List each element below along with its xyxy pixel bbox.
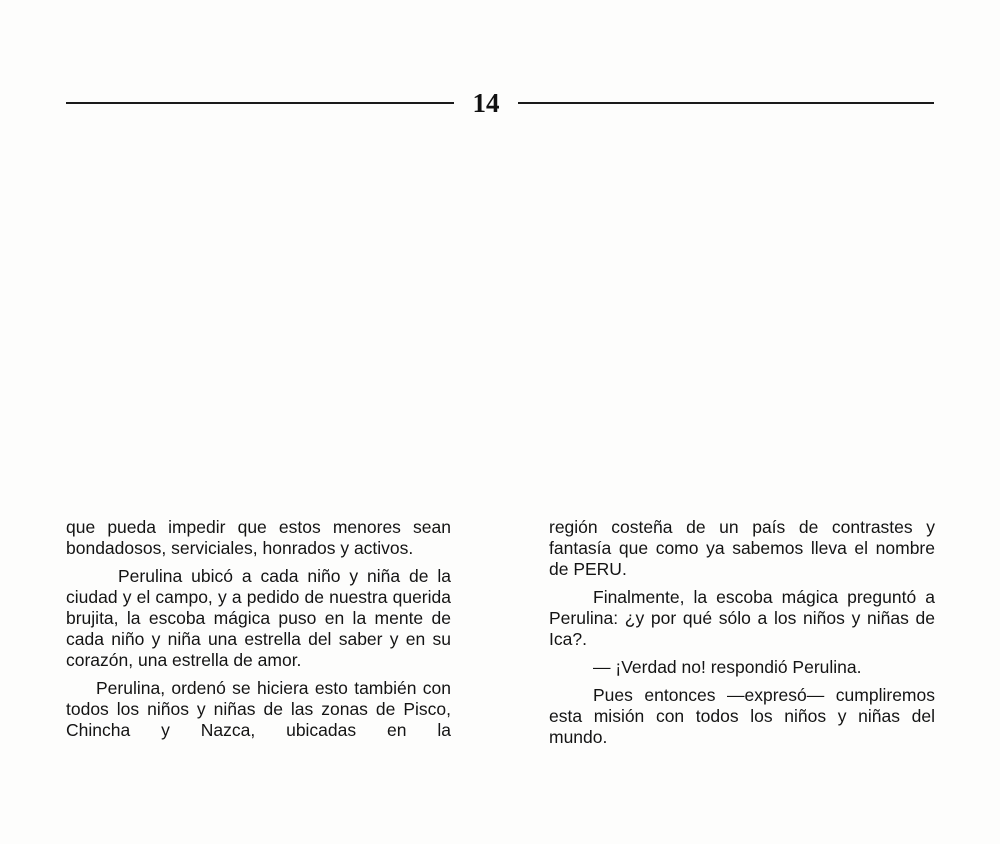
right-text-column <box>549 517 935 755</box>
paragraph: región costeña de un país de contrastes y fantasía que como ya sabemos lleva el nombre de PERU. <box>549 517 935 579</box>
header-rule-left <box>66 102 454 104</box>
paragraph: Perulina ubicó a cada niño y niña de la ciudad y el campo, y a pedido de nuestra querida brujita, la escoba mágica puso en la mente de cada niño y niña una estrella del saber y en su corazón, una estrella de amor. <box>66 566 451 670</box>
paragraph: Finalmente, la escoba mágica preguntó a Perulina: ¿y por qué sólo a los niños y niñas de Ica?. <box>549 587 935 649</box>
page-header <box>66 86 934 120</box>
paragraph: Pues entonces —expresó— cumpliremos esta misión con todos los niños y niñas del mundo. <box>549 685 935 747</box>
paragraph: — ¡Verdad no! respondió Perulina. <box>593 657 862 677</box>
page-number: 14 <box>472 88 500 118</box>
left-text-column <box>66 517 451 748</box>
paragraph: Perulina, ordenó se hiciera esto también con todos los niños y niñas de las zonas de Pisco, Chincha y Nazca, ubicadas en la <box>66 678 451 740</box>
header-rule-right <box>518 102 934 104</box>
paragraph: que pueda impedir que estos menores sean bondadosos, serviciales, honrados y activos. <box>66 517 451 558</box>
